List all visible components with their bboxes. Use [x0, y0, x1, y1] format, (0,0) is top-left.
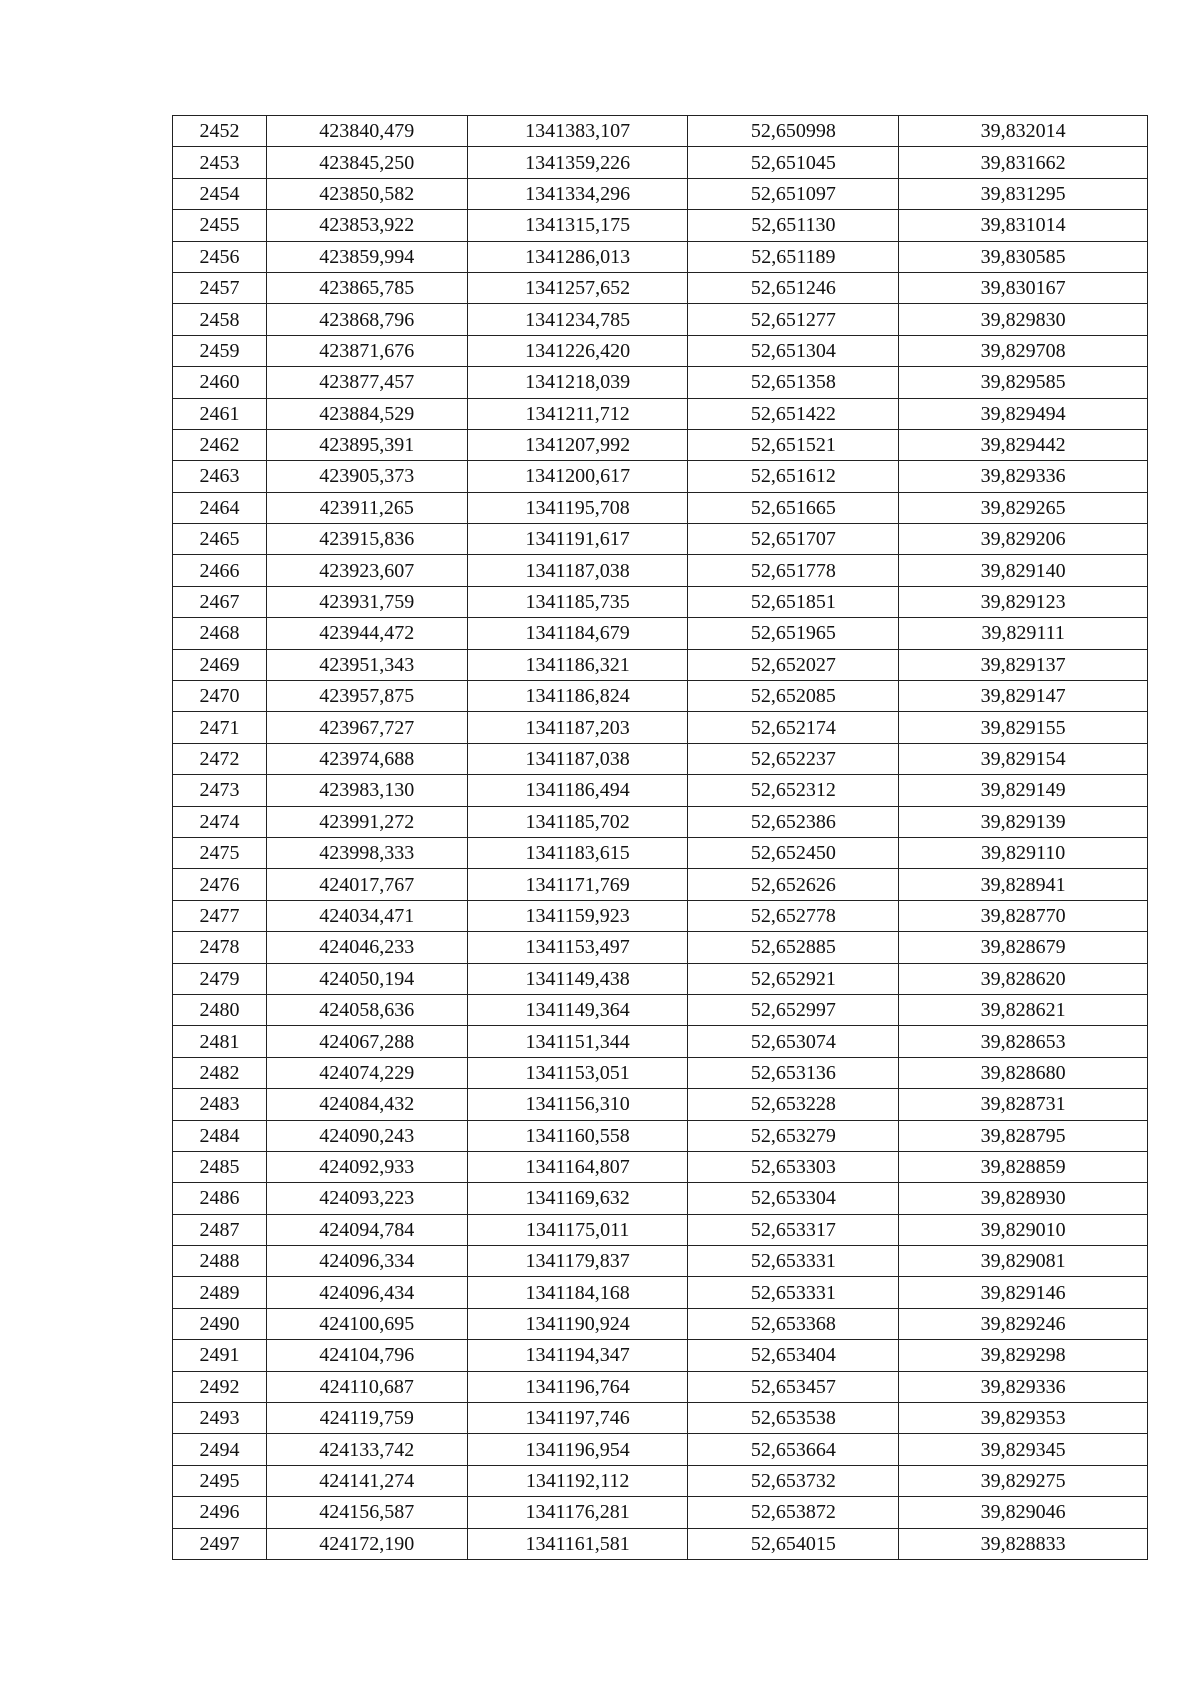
x-coordinate-cell: 423884,529	[266, 398, 467, 429]
point-number-cell: 2453	[173, 147, 267, 178]
latitude-cell: 52,653538	[688, 1403, 899, 1434]
longitude-cell: 39,828930	[899, 1183, 1148, 1214]
table-row	[173, 210, 1148, 241]
point-number-cell: 2496	[173, 1497, 267, 1528]
longitude-cell: 39,829298	[899, 1340, 1148, 1371]
longitude-cell: 39,830167	[899, 272, 1148, 303]
longitude-cell: 39,829123	[899, 586, 1148, 617]
x-coordinate-cell: 424100,695	[266, 1308, 467, 1339]
latitude-cell: 52,653732	[688, 1465, 899, 1496]
x-coordinate-cell: 424074,229	[266, 1057, 467, 1088]
x-coordinate-cell: 423951,343	[266, 649, 467, 680]
table-row	[173, 1340, 1148, 1371]
table-row	[173, 1465, 1148, 1496]
table-row	[173, 963, 1148, 994]
longitude-cell: 39,831295	[899, 178, 1148, 209]
table-row	[173, 1277, 1148, 1308]
longitude-cell: 39,829345	[899, 1434, 1148, 1465]
y-coordinate-cell: 1341161,581	[467, 1528, 688, 1559]
x-coordinate-cell: 424110,687	[266, 1371, 467, 1402]
longitude-cell: 39,829830	[899, 304, 1148, 335]
table-row	[173, 1497, 1148, 1528]
point-number-cell: 2484	[173, 1120, 267, 1151]
table-row	[173, 272, 1148, 303]
longitude-cell: 39,829140	[899, 555, 1148, 586]
y-coordinate-cell: 1341218,039	[467, 367, 688, 398]
point-number-cell: 2490	[173, 1308, 267, 1339]
longitude-cell: 39,828941	[899, 869, 1148, 900]
y-coordinate-cell: 1341383,107	[467, 116, 688, 147]
table-row	[173, 837, 1148, 868]
x-coordinate-cell: 423923,607	[266, 555, 467, 586]
x-coordinate-cell: 423967,727	[266, 712, 467, 743]
latitude-cell: 52,653303	[688, 1151, 899, 1182]
y-coordinate-cell: 1341226,420	[467, 335, 688, 366]
y-coordinate-cell: 1341169,632	[467, 1183, 688, 1214]
x-coordinate-cell: 423905,373	[266, 461, 467, 492]
latitude-cell: 52,651612	[688, 461, 899, 492]
latitude-cell: 52,651521	[688, 429, 899, 460]
longitude-cell: 39,829494	[899, 398, 1148, 429]
latitude-cell: 52,651358	[688, 367, 899, 398]
latitude-cell: 52,652450	[688, 837, 899, 868]
longitude-cell: 39,828859	[899, 1151, 1148, 1182]
y-coordinate-cell: 1341185,702	[467, 806, 688, 837]
longitude-cell: 39,829708	[899, 335, 1148, 366]
y-coordinate-cell: 1341179,837	[467, 1246, 688, 1277]
latitude-cell: 52,653279	[688, 1120, 899, 1151]
y-coordinate-cell: 1341185,735	[467, 586, 688, 617]
y-coordinate-cell: 1341160,558	[467, 1120, 688, 1151]
table-row	[173, 524, 1148, 555]
longitude-cell: 39,829336	[899, 461, 1148, 492]
latitude-cell: 52,651778	[688, 555, 899, 586]
x-coordinate-cell: 424090,243	[266, 1120, 467, 1151]
point-number-cell: 2463	[173, 461, 267, 492]
point-number-cell: 2494	[173, 1434, 267, 1465]
y-coordinate-cell: 1341175,011	[467, 1214, 688, 1245]
point-number-cell: 2470	[173, 681, 267, 712]
longitude-cell: 39,828833	[899, 1528, 1148, 1559]
latitude-cell: 52,653404	[688, 1340, 899, 1371]
table-row	[173, 147, 1148, 178]
table-row	[173, 649, 1148, 680]
x-coordinate-cell: 424119,759	[266, 1403, 467, 1434]
coordinates-table-body	[173, 116, 1148, 1560]
x-coordinate-cell: 423865,785	[266, 272, 467, 303]
latitude-cell: 52,653317	[688, 1214, 899, 1245]
longitude-cell: 39,829147	[899, 681, 1148, 712]
x-coordinate-cell: 424046,233	[266, 932, 467, 963]
x-coordinate-cell: 424067,288	[266, 1026, 467, 1057]
x-coordinate-cell: 424141,274	[266, 1465, 467, 1496]
y-coordinate-cell: 1341207,992	[467, 429, 688, 460]
y-coordinate-cell: 1341286,013	[467, 241, 688, 272]
table-row	[173, 1026, 1148, 1057]
y-coordinate-cell: 1341234,785	[467, 304, 688, 335]
table-row	[173, 1528, 1148, 1559]
y-coordinate-cell: 1341197,746	[467, 1403, 688, 1434]
point-number-cell: 2493	[173, 1403, 267, 1434]
point-number-cell: 2452	[173, 116, 267, 147]
table-row	[173, 1214, 1148, 1245]
y-coordinate-cell: 1341184,679	[467, 618, 688, 649]
point-number-cell: 2465	[173, 524, 267, 555]
point-number-cell: 2469	[173, 649, 267, 680]
point-number-cell: 2482	[173, 1057, 267, 1088]
latitude-cell: 52,651246	[688, 272, 899, 303]
x-coordinate-cell: 424096,334	[266, 1246, 467, 1277]
latitude-cell: 52,652312	[688, 775, 899, 806]
y-coordinate-cell: 1341171,769	[467, 869, 688, 900]
y-coordinate-cell: 1341151,344	[467, 1026, 688, 1057]
y-coordinate-cell: 1341186,824	[467, 681, 688, 712]
latitude-cell: 52,651045	[688, 147, 899, 178]
table-row	[173, 869, 1148, 900]
latitude-cell: 52,652885	[688, 932, 899, 963]
longitude-cell: 39,831662	[899, 147, 1148, 178]
table-row	[173, 712, 1148, 743]
table-row	[173, 398, 1148, 429]
point-number-cell: 2456	[173, 241, 267, 272]
table-row	[173, 429, 1148, 460]
x-coordinate-cell: 424017,767	[266, 869, 467, 900]
latitude-cell: 52,651189	[688, 241, 899, 272]
x-coordinate-cell: 424034,471	[266, 900, 467, 931]
longitude-cell: 39,828795	[899, 1120, 1148, 1151]
point-number-cell: 2467	[173, 586, 267, 617]
table-row	[173, 241, 1148, 272]
latitude-cell: 52,650998	[688, 116, 899, 147]
point-number-cell: 2487	[173, 1214, 267, 1245]
longitude-cell: 39,829154	[899, 743, 1148, 774]
table-row	[173, 681, 1148, 712]
x-coordinate-cell: 423931,759	[266, 586, 467, 617]
latitude-cell: 52,653304	[688, 1183, 899, 1214]
point-number-cell: 2489	[173, 1277, 267, 1308]
point-number-cell: 2460	[173, 367, 267, 398]
x-coordinate-cell: 423859,994	[266, 241, 467, 272]
point-number-cell: 2455	[173, 210, 267, 241]
x-coordinate-cell: 423983,130	[266, 775, 467, 806]
longitude-cell: 39,829275	[899, 1465, 1148, 1496]
x-coordinate-cell: 424156,587	[266, 1497, 467, 1528]
y-coordinate-cell: 1341149,364	[467, 994, 688, 1025]
point-number-cell: 2481	[173, 1026, 267, 1057]
latitude-cell: 52,652997	[688, 994, 899, 1025]
x-coordinate-cell: 423868,796	[266, 304, 467, 335]
latitude-cell: 52,651277	[688, 304, 899, 335]
x-coordinate-cell: 424058,636	[266, 994, 467, 1025]
latitude-cell: 52,653136	[688, 1057, 899, 1088]
table-row	[173, 304, 1148, 335]
latitude-cell: 52,653331	[688, 1246, 899, 1277]
table-row	[173, 335, 1148, 366]
x-coordinate-cell: 424094,784	[266, 1214, 467, 1245]
point-number-cell: 2479	[173, 963, 267, 994]
point-number-cell: 2497	[173, 1528, 267, 1559]
x-coordinate-cell: 423877,457	[266, 367, 467, 398]
x-coordinate-cell: 424096,434	[266, 1277, 467, 1308]
y-coordinate-cell: 1341156,310	[467, 1089, 688, 1120]
table-row	[173, 1089, 1148, 1120]
y-coordinate-cell: 1341153,051	[467, 1057, 688, 1088]
latitude-cell: 52,652174	[688, 712, 899, 743]
y-coordinate-cell: 1341196,764	[467, 1371, 688, 1402]
y-coordinate-cell: 1341196,954	[467, 1434, 688, 1465]
table-row	[173, 994, 1148, 1025]
latitude-cell: 52,653331	[688, 1277, 899, 1308]
latitude-cell: 52,651304	[688, 335, 899, 366]
table-row	[173, 1371, 1148, 1402]
latitude-cell: 52,652027	[688, 649, 899, 680]
latitude-cell: 52,651665	[688, 492, 899, 523]
longitude-cell: 39,830585	[899, 241, 1148, 272]
table-row	[173, 1183, 1148, 1214]
longitude-cell: 39,829110	[899, 837, 1148, 868]
point-number-cell: 2491	[173, 1340, 267, 1371]
y-coordinate-cell: 1341186,494	[467, 775, 688, 806]
x-coordinate-cell: 424084,432	[266, 1089, 467, 1120]
point-number-cell: 2466	[173, 555, 267, 586]
y-coordinate-cell: 1341183,615	[467, 837, 688, 868]
x-coordinate-cell: 424104,796	[266, 1340, 467, 1371]
latitude-cell: 52,653457	[688, 1371, 899, 1402]
latitude-cell: 52,652085	[688, 681, 899, 712]
point-number-cell: 2457	[173, 272, 267, 303]
x-coordinate-cell: 423957,875	[266, 681, 467, 712]
y-coordinate-cell: 1341192,112	[467, 1465, 688, 1496]
x-coordinate-cell: 423895,391	[266, 429, 467, 460]
x-coordinate-cell: 423911,265	[266, 492, 467, 523]
table-row	[173, 492, 1148, 523]
y-coordinate-cell: 1341257,652	[467, 272, 688, 303]
latitude-cell: 52,652921	[688, 963, 899, 994]
table-row	[173, 1151, 1148, 1182]
point-number-cell: 2473	[173, 775, 267, 806]
latitude-cell: 52,651422	[688, 398, 899, 429]
point-number-cell: 2485	[173, 1151, 267, 1182]
latitude-cell: 52,652386	[688, 806, 899, 837]
longitude-cell: 39,828621	[899, 994, 1148, 1025]
longitude-cell: 39,828679	[899, 932, 1148, 963]
latitude-cell: 52,653074	[688, 1026, 899, 1057]
point-number-cell: 2459	[173, 335, 267, 366]
longitude-cell: 39,829046	[899, 1497, 1148, 1528]
point-number-cell: 2495	[173, 1465, 267, 1496]
longitude-cell: 39,829353	[899, 1403, 1148, 1434]
table-row	[173, 900, 1148, 931]
table-row	[173, 1057, 1148, 1088]
longitude-cell: 39,828680	[899, 1057, 1148, 1088]
y-coordinate-cell: 1341191,617	[467, 524, 688, 555]
y-coordinate-cell: 1341159,923	[467, 900, 688, 931]
y-coordinate-cell: 1341194,347	[467, 1340, 688, 1371]
point-number-cell: 2464	[173, 492, 267, 523]
point-number-cell: 2458	[173, 304, 267, 335]
x-coordinate-cell: 424172,190	[266, 1528, 467, 1559]
table-row	[173, 1434, 1148, 1465]
table-row	[173, 775, 1148, 806]
x-coordinate-cell: 424092,933	[266, 1151, 467, 1182]
x-coordinate-cell: 424050,194	[266, 963, 467, 994]
longitude-cell: 39,828620	[899, 963, 1148, 994]
point-number-cell: 2474	[173, 806, 267, 837]
point-number-cell: 2488	[173, 1246, 267, 1277]
longitude-cell: 39,828653	[899, 1026, 1148, 1057]
longitude-cell: 39,832014	[899, 116, 1148, 147]
table-row	[173, 461, 1148, 492]
longitude-cell: 39,829111	[899, 618, 1148, 649]
x-coordinate-cell: 423944,472	[266, 618, 467, 649]
point-number-cell: 2468	[173, 618, 267, 649]
y-coordinate-cell: 1341315,175	[467, 210, 688, 241]
point-number-cell: 2454	[173, 178, 267, 209]
table-row	[173, 367, 1148, 398]
longitude-cell: 39,829155	[899, 712, 1148, 743]
point-number-cell: 2471	[173, 712, 267, 743]
latitude-cell: 52,651965	[688, 618, 899, 649]
longitude-cell: 39,829081	[899, 1246, 1148, 1277]
longitude-cell: 39,829442	[899, 429, 1148, 460]
latitude-cell: 52,654015	[688, 1528, 899, 1559]
coordinates-table	[172, 115, 1148, 1560]
y-coordinate-cell: 1341187,203	[467, 712, 688, 743]
x-coordinate-cell: 423845,250	[266, 147, 467, 178]
table-row	[173, 618, 1148, 649]
latitude-cell: 52,651851	[688, 586, 899, 617]
y-coordinate-cell: 1341164,807	[467, 1151, 688, 1182]
latitude-cell: 52,653228	[688, 1089, 899, 1120]
longitude-cell: 39,829246	[899, 1308, 1148, 1339]
x-coordinate-cell: 424093,223	[266, 1183, 467, 1214]
latitude-cell: 52,652237	[688, 743, 899, 774]
latitude-cell: 52,653872	[688, 1497, 899, 1528]
longitude-cell: 39,829206	[899, 524, 1148, 555]
x-coordinate-cell: 423840,479	[266, 116, 467, 147]
x-coordinate-cell: 423871,676	[266, 335, 467, 366]
table-row	[173, 743, 1148, 774]
longitude-cell: 39,829139	[899, 806, 1148, 837]
y-coordinate-cell: 1341187,038	[467, 743, 688, 774]
latitude-cell: 52,651707	[688, 524, 899, 555]
table-row	[173, 586, 1148, 617]
longitude-cell: 39,829585	[899, 367, 1148, 398]
y-coordinate-cell: 1341176,281	[467, 1497, 688, 1528]
point-number-cell: 2483	[173, 1089, 267, 1120]
table-row	[173, 555, 1148, 586]
longitude-cell: 39,829336	[899, 1371, 1148, 1402]
x-coordinate-cell: 423998,333	[266, 837, 467, 868]
longitude-cell: 39,829010	[899, 1214, 1148, 1245]
x-coordinate-cell: 423853,922	[266, 210, 467, 241]
point-number-cell: 2472	[173, 743, 267, 774]
latitude-cell: 52,651097	[688, 178, 899, 209]
y-coordinate-cell: 1341149,438	[467, 963, 688, 994]
latitude-cell: 52,651130	[688, 210, 899, 241]
longitude-cell: 39,829137	[899, 649, 1148, 680]
x-coordinate-cell: 423974,688	[266, 743, 467, 774]
y-coordinate-cell: 1341190,924	[467, 1308, 688, 1339]
y-coordinate-cell: 1341359,226	[467, 147, 688, 178]
point-number-cell: 2480	[173, 994, 267, 1025]
longitude-cell: 39,829265	[899, 492, 1148, 523]
x-coordinate-cell: 423915,836	[266, 524, 467, 555]
point-number-cell: 2461	[173, 398, 267, 429]
y-coordinate-cell: 1341153,497	[467, 932, 688, 963]
point-number-cell: 2486	[173, 1183, 267, 1214]
table-row	[173, 178, 1148, 209]
latitude-cell: 52,653664	[688, 1434, 899, 1465]
table-row	[173, 1120, 1148, 1151]
y-coordinate-cell: 1341334,296	[467, 178, 688, 209]
x-coordinate-cell: 423850,582	[266, 178, 467, 209]
latitude-cell: 52,652626	[688, 869, 899, 900]
y-coordinate-cell: 1341184,168	[467, 1277, 688, 1308]
y-coordinate-cell: 1341195,708	[467, 492, 688, 523]
y-coordinate-cell: 1341186,321	[467, 649, 688, 680]
y-coordinate-cell: 1341187,038	[467, 555, 688, 586]
point-number-cell: 2476	[173, 869, 267, 900]
x-coordinate-cell: 423991,272	[266, 806, 467, 837]
latitude-cell: 52,652778	[688, 900, 899, 931]
table-row	[173, 932, 1148, 963]
x-coordinate-cell: 424133,742	[266, 1434, 467, 1465]
longitude-cell: 39,831014	[899, 210, 1148, 241]
point-number-cell: 2475	[173, 837, 267, 868]
longitude-cell: 39,829149	[899, 775, 1148, 806]
point-number-cell: 2462	[173, 429, 267, 460]
latitude-cell: 52,653368	[688, 1308, 899, 1339]
point-number-cell: 2478	[173, 932, 267, 963]
table-row	[173, 1403, 1148, 1434]
longitude-cell: 39,828731	[899, 1089, 1148, 1120]
longitude-cell: 39,828770	[899, 900, 1148, 931]
table-row	[173, 1246, 1148, 1277]
table-row	[173, 1308, 1148, 1339]
point-number-cell: 2477	[173, 900, 267, 931]
y-coordinate-cell: 1341200,617	[467, 461, 688, 492]
longitude-cell: 39,829146	[899, 1277, 1148, 1308]
point-number-cell: 2492	[173, 1371, 267, 1402]
y-coordinate-cell: 1341211,712	[467, 398, 688, 429]
table-row	[173, 806, 1148, 837]
table-row	[173, 116, 1148, 147]
